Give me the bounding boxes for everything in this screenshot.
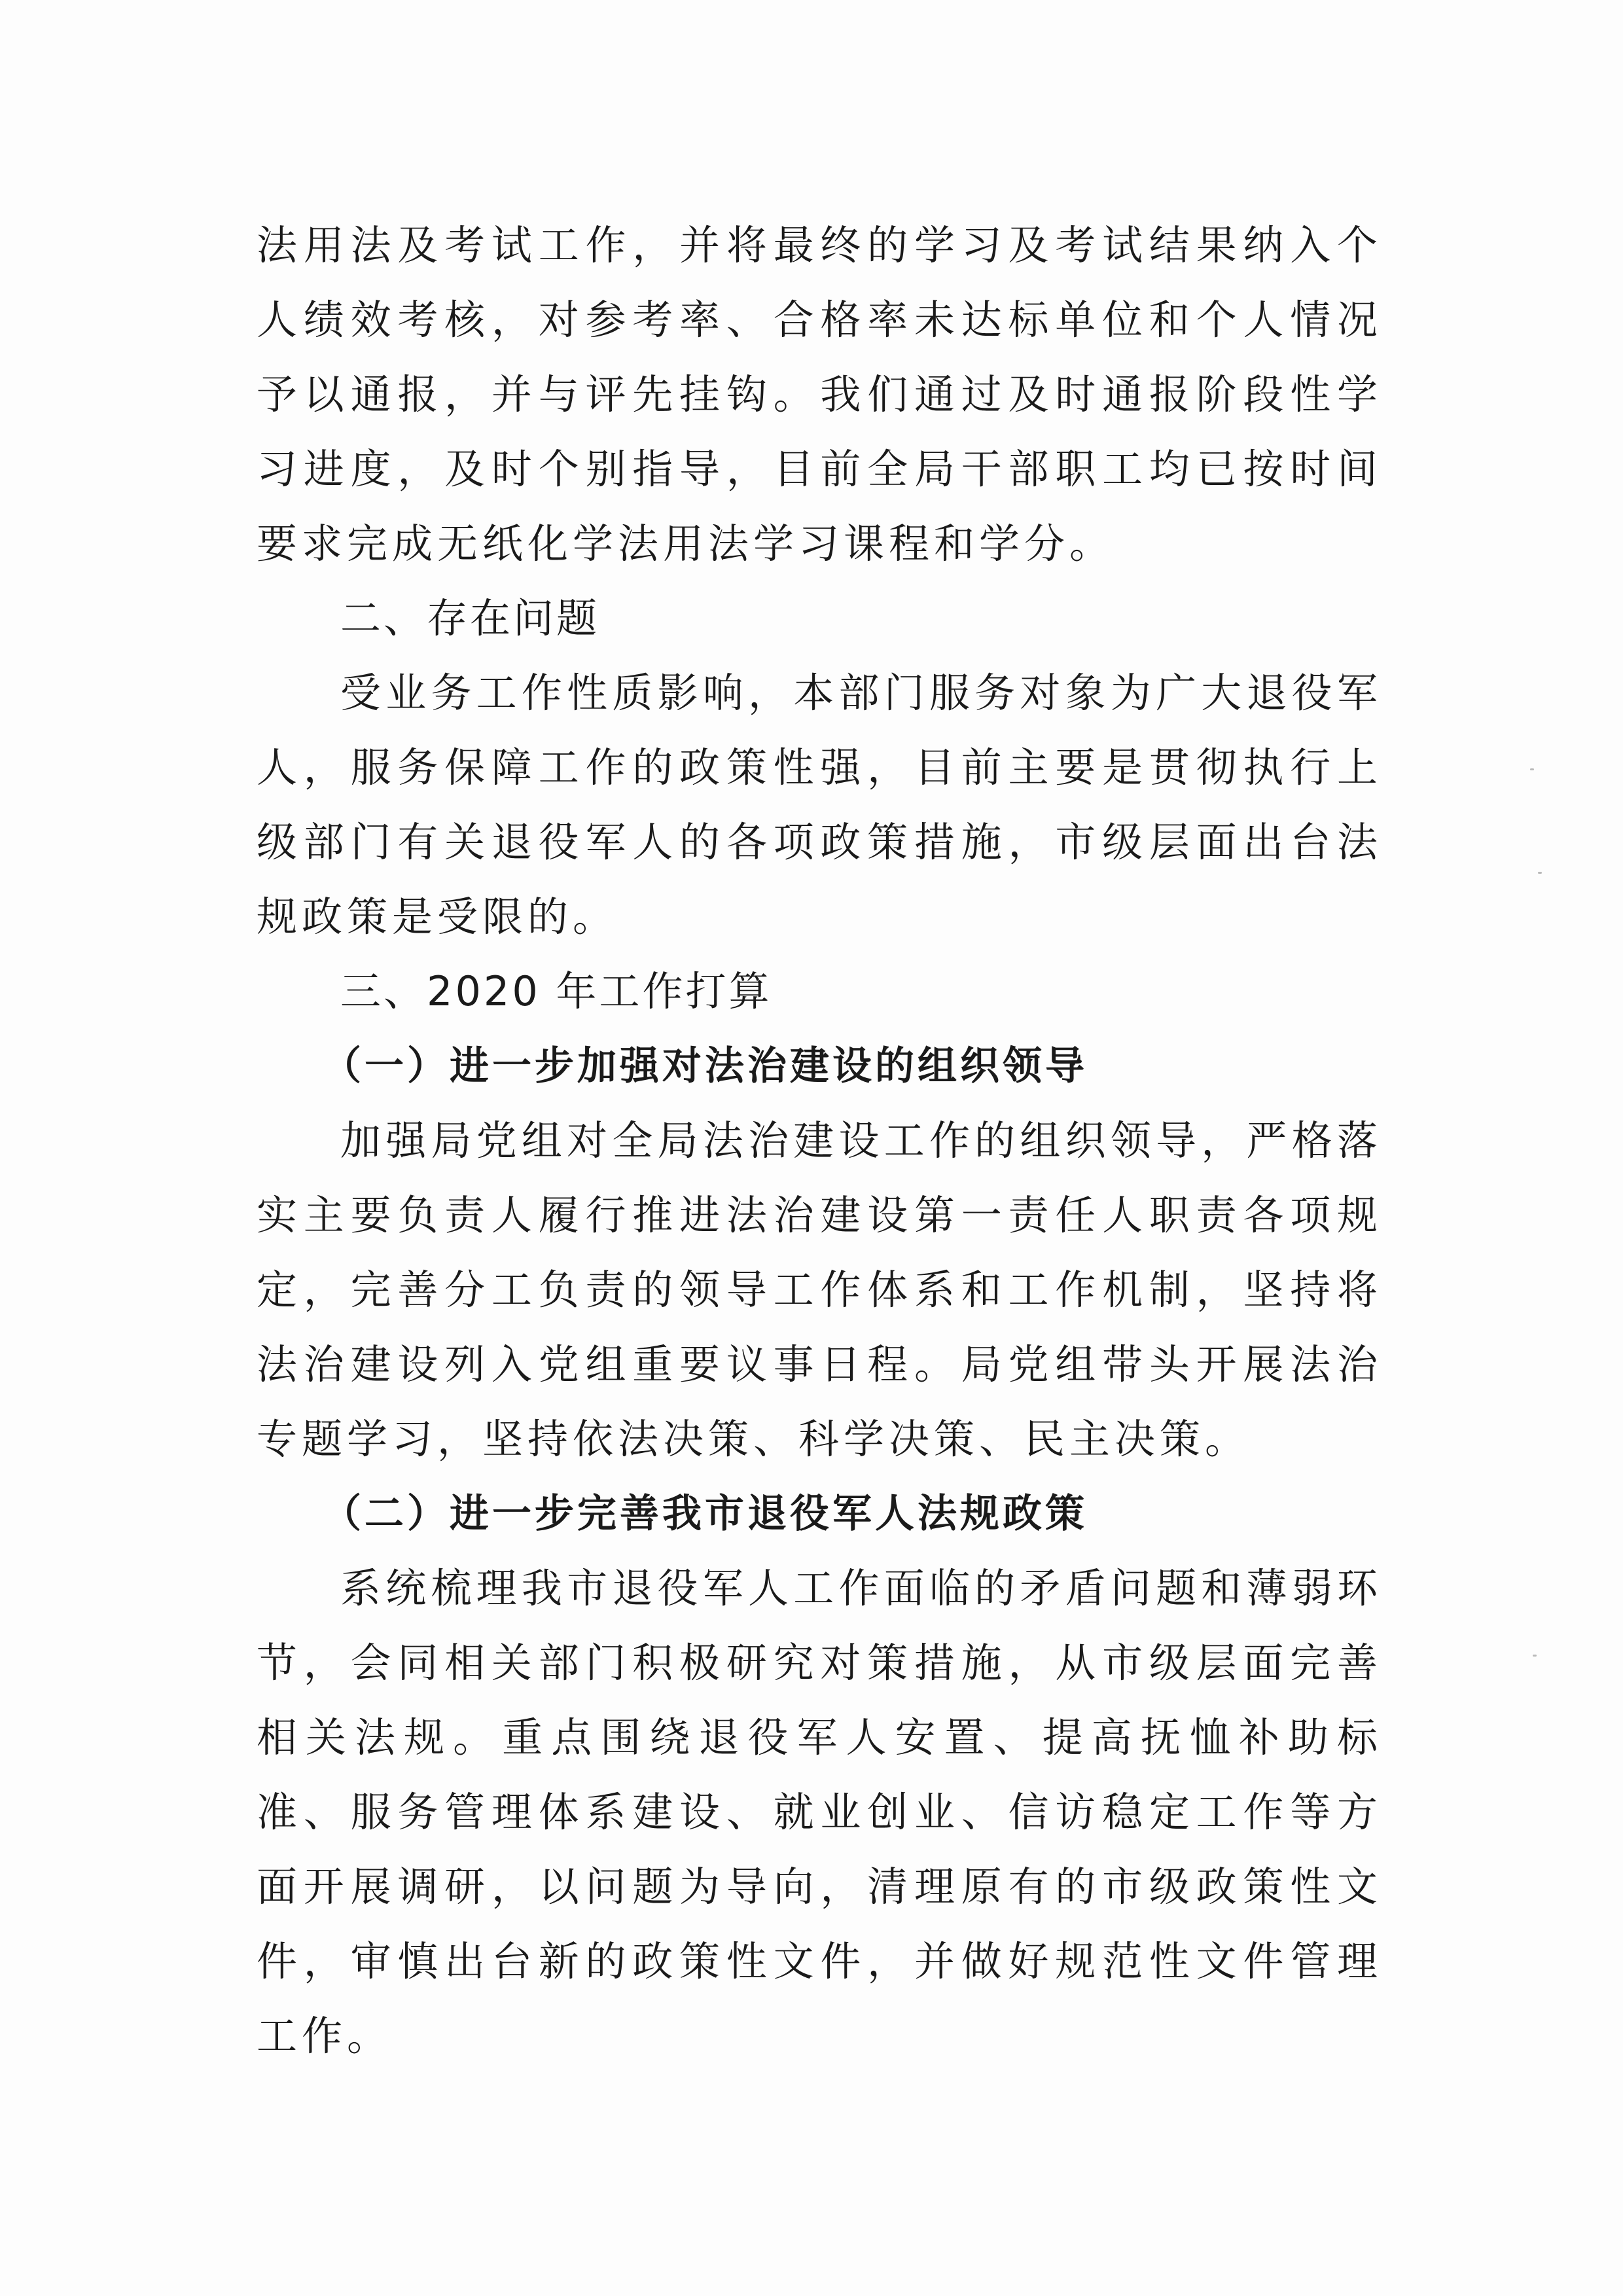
subheading-policy: （二）进一步完善我市退役军人法规政策 (322, 1491, 1088, 1537)
scan-speck (1530, 768, 1534, 770)
document-body (257, 208, 1382, 2073)
paragraph-policy: 系统梳理我市退役军人工作面临的矛盾问题和薄弱环节，会同相关部门积极研究对策措施，从市级层面完善相关法规。重点围绕退役军人安置、提高抚恤补助标准、服务管理体系建设、就业创业、信访稳定工作等方面开展调研，以问题为导向，清理原有的市级政策性文件，审慎出台新的政策性文件，并做好规范性文件管理工作。 (257, 1564, 1382, 2060)
section-heading-problems: 二、存在问题 (340, 594, 600, 642)
paragraph-leadership: 加强局党组对全局法治建设工作的组织领导，严格落实主要负责人履行推进法治建设第一责任人职责各项规定，完善分工负责的领导工作体系和工作机制，坚持将法治建设列入党组重要议事日程。局党组带头开展法治专题学习，坚持依法决策、科学决策、民主决策。 (257, 1117, 1382, 1463)
section-heading-plan: 三、2020 年工作打算 (340, 967, 772, 1015)
paragraph-problems: 受业务工作性质影响，本部门服务对象为广大退役军人，服务保障工作的政策性强，目前主要是贯彻执行上级部门有关退役军人的各项政策措施，市级层面出台法规政策是受限的。 (257, 669, 1382, 941)
scan-speck (1538, 872, 1542, 874)
scan-speck (1533, 1655, 1537, 1657)
subheading-leadership: （一）进一步加强对法治建设的组织领导 (322, 1043, 1088, 1089)
paragraph-continuation: 法用法及考试工作，并将最终的学习及考试结果纳入个人绩效考核，对参考率、合格率未达标单位和个人情况予以通报，并与评先挂钩。我们通过及时通报阶段性学习进度，及时个别指导，目前全局干部职工均已按时间要求完成无纸化学法用法学习课程和学分。 (257, 221, 1382, 567)
